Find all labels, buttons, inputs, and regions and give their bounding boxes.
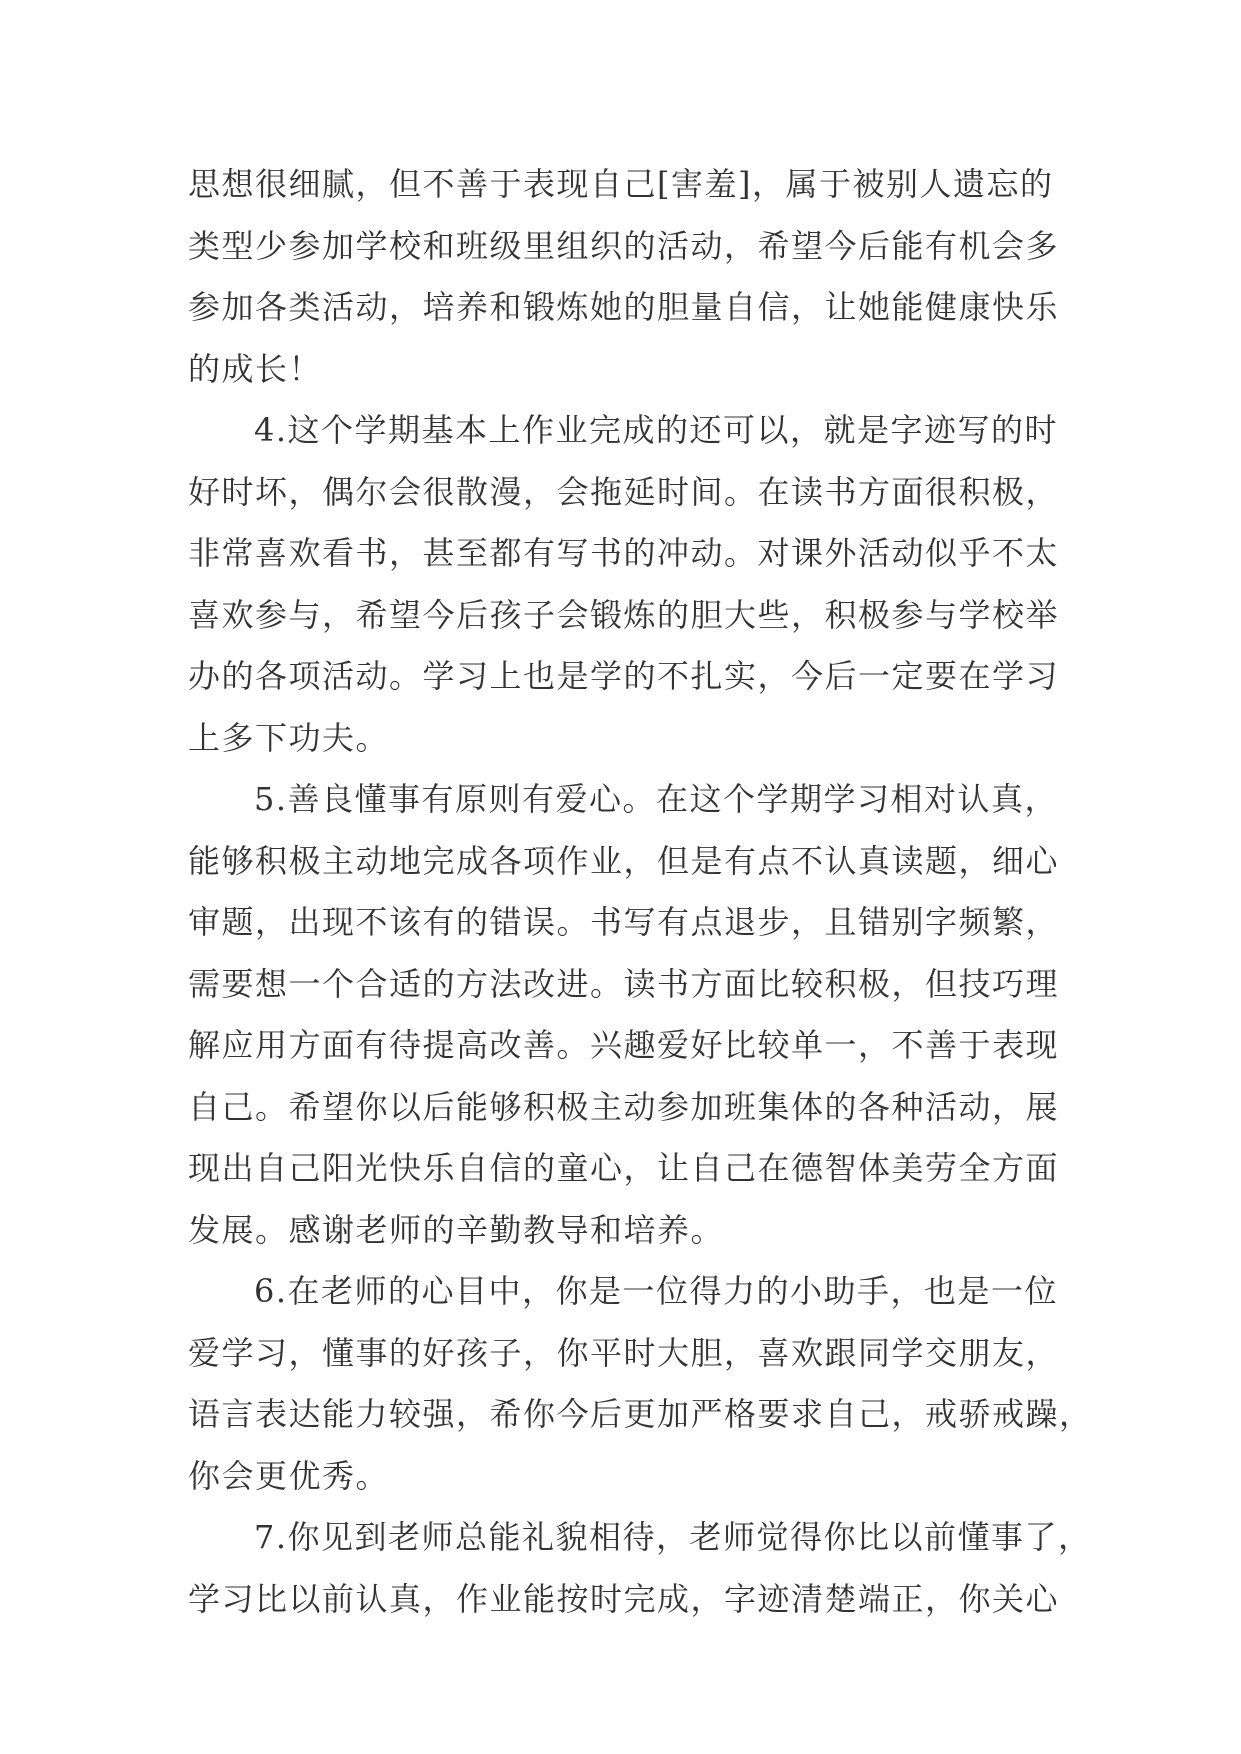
text-line: 你会更优秀。 — [188, 1456, 390, 1495]
text-line: 上多下功夫。 — [188, 718, 390, 757]
text-line: 办的各项活动。学习上也是学的不扎实，今后一定要在学习 — [188, 657, 1060, 695]
text-line: 审题，出现不该有的错误。书写有点退步，且错别字频繁， — [188, 903, 1060, 941]
paragraph-item-4 — [188, 400, 1060, 769]
text-line: 能够积极主动地完成各项作业，但是有点不认真读题，细心 — [188, 841, 1060, 880]
text-line: 类型少参加学校和班级里组织的活动，希望今后能有机会多 — [188, 226, 1060, 265]
text-line: 好时坏，偶尔会很散漫，会拖延时间。在读书方面很积极， — [188, 472, 1060, 511]
text-line: 发展。感谢老师的辛勤教导和培养。 — [188, 1210, 725, 1249]
text-line: 5.善良懂事有原则有爱心。在这个学期学习相对认真， — [254, 780, 1059, 818]
text-line: 的成长！ — [188, 349, 323, 388]
paragraph-item-7 — [188, 1507, 1092, 1630]
text-line: 6.在老师的心目中，你是一位得力的小助手，也是一位 — [254, 1272, 1059, 1310]
text-line: 7.你见到老师总能礼貌相待，老师觉得你比以前懂事了， — [254, 1518, 1092, 1556]
paragraph-item-5 — [188, 769, 1060, 1261]
text-line: 自己。希望你以后能够积极主动参加班集体的各种活动，展 — [188, 1087, 1060, 1126]
text-line: 参加各类活动，培养和锻炼她的胆量自信，让她能健康快乐 — [188, 288, 1060, 326]
text-line: 语言表达能力较强，希你今后更加严格要求自己，戒骄戒躁， — [188, 1395, 1093, 1433]
text-line: 思想很细腻，但不善于表现自己[害羞]，属于被别人遗忘的 — [188, 165, 1054, 203]
text-line: 非常喜欢看书，甚至都有写书的冲动。对课外活动似乎不太 — [188, 534, 1060, 572]
text-line: 需要想一个合适的方法改进。读书方面比较积极，但技巧理 — [188, 964, 1060, 1003]
text-line: 喜欢参与，希望今后孩子会锻炼的胆大些，积极参与学校举 — [188, 595, 1060, 634]
text-line: 现出自己阳光快乐自信的童心，让自己在德智体美劳全方面 — [188, 1149, 1060, 1187]
paragraph-continued — [188, 154, 1060, 400]
text-line: 爱学习，懂事的好孩子，你平时大胆，喜欢跟同学交朋友， — [188, 1333, 1060, 1372]
text-line: 解应用方面有待提高改善。兴趣爱好比较单一，不善于表现 — [188, 1026, 1060, 1064]
text-line: 学习比以前认真，作业能按时完成，字迹清楚端正，你关心 — [188, 1579, 1060, 1618]
document-body — [188, 154, 1093, 1630]
paragraph-item-6 — [188, 1261, 1093, 1507]
text-line: 4.这个学期基本上作业完成的还可以，就是字迹写的时 — [254, 411, 1059, 449]
